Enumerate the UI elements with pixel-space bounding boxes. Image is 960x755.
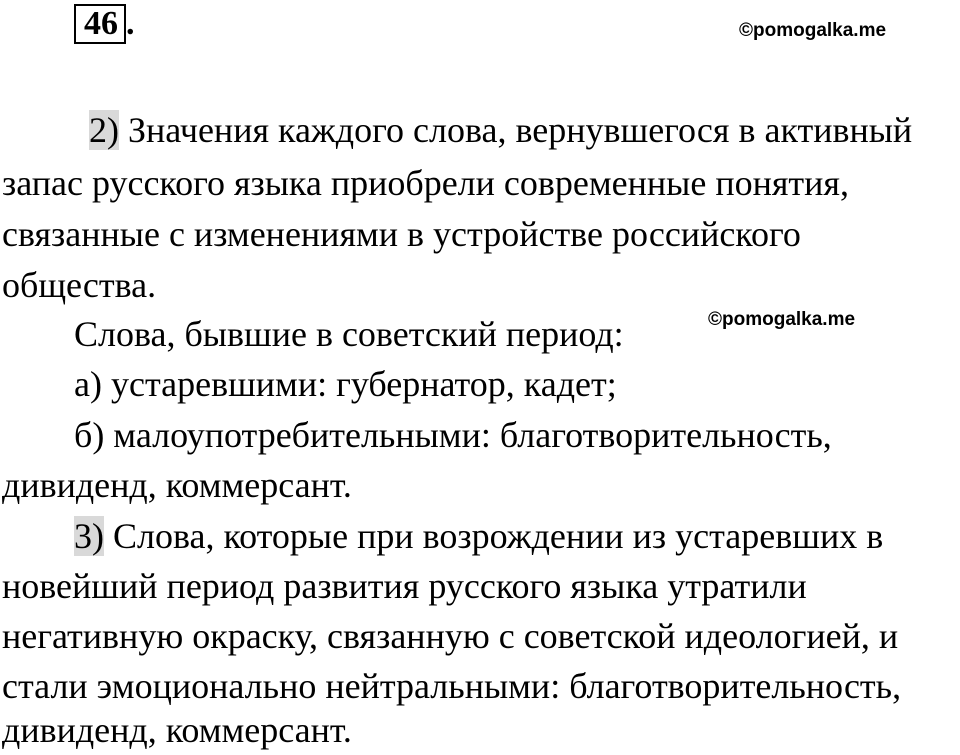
watermark-top: ©pomogalka.me [739, 20, 887, 41]
paragraph-6-line-4: стали эмоционально нейтральными: благотворительность, [2, 666, 902, 706]
list-item-b-line-2: дивиденд, коммерсант. [2, 465, 352, 505]
task-number-box: 46 [74, 4, 126, 44]
paragraph-2-line-2: запас русского языка приобрели современные понятия, [2, 163, 849, 203]
paragraph-6-line-2: новейший период развития русского языка утратили [2, 566, 807, 606]
paragraph-6-text: Слова, которые при возрождении из устаревших в [104, 516, 884, 556]
paragraph-2-marker: 2) [89, 110, 119, 150]
paragraph-2-text: Значения каждого слова, вернувшегося в активный [119, 110, 913, 150]
paragraph-3-line-1: Слова, бывшие в советский период: [74, 314, 624, 354]
watermark-middle: ©pomogalka.me [708, 309, 856, 330]
paragraph-6-line-1 [74, 511, 883, 561]
paragraph-6-line-5: дивиденд, коммерсант. [2, 710, 352, 750]
list-item-b-line-1: б) малоупотребительными: благотворительность, [74, 415, 832, 455]
paragraph-6-marker: 3) [74, 516, 104, 556]
list-item-a: а) устаревшими: губернатор, кадет; [74, 364, 617, 404]
paragraph-2-line-4: общества. [2, 265, 157, 305]
task-number-dot: . [126, 5, 135, 42]
paragraph-6-line-3: негативную окраску, связанную с советской идеологией, и [2, 616, 899, 656]
paragraph-2-line-3: связанные с изменениями в устройстве российского [2, 214, 801, 254]
task-number [74, 4, 135, 44]
paragraph-2-line-1 [89, 105, 912, 155]
